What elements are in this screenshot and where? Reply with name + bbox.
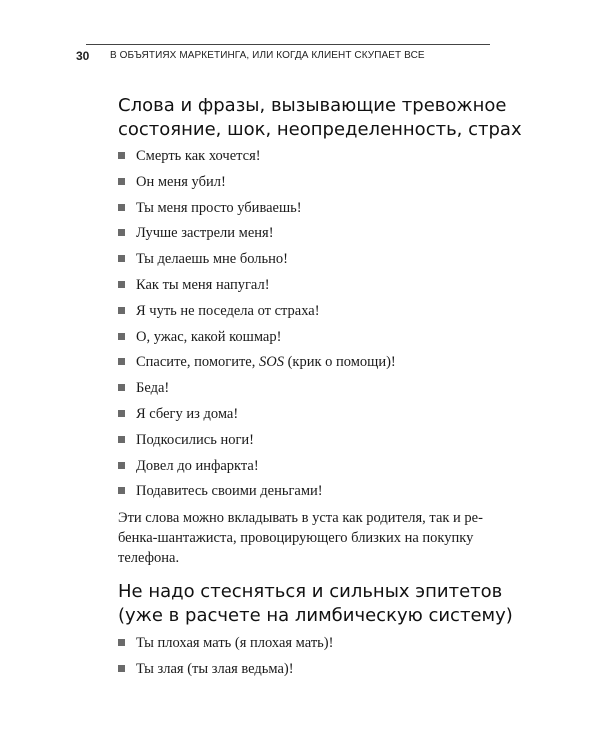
square-bullet-icon: [118, 358, 125, 365]
square-bullet-icon: [118, 639, 125, 646]
list-item-text: Как ты меня напугал!: [136, 276, 270, 293]
list-item-text: Он меня убил!: [136, 173, 226, 190]
paragraph-line: Эти слова можно вкладывать в уста как родителя, так и ре-: [118, 510, 483, 526]
list-item: [118, 276, 396, 302]
square-bullet-icon: [118, 462, 125, 469]
square-bullet-icon: [118, 487, 125, 494]
list-item-text: О, ужас, какой кошмар!: [136, 328, 282, 345]
list-item: [118, 379, 396, 405]
heading-line: (уже в расчете на лимбическую систему): [118, 605, 513, 626]
square-bullet-icon: [118, 384, 125, 391]
list-item: [118, 224, 396, 250]
square-bullet-icon: [118, 229, 125, 236]
square-bullet-icon: [118, 281, 125, 288]
list-item: [118, 250, 396, 276]
heading-line: Не надо стесняться и сильных эпитетов: [118, 581, 503, 602]
list-item-text: Ты плохая мать (я плохая мать)!: [136, 635, 334, 651]
fear-phrases-list: [118, 147, 396, 508]
list-item: [118, 482, 396, 508]
square-bullet-icon: [118, 178, 125, 185]
body-paragraph: [118, 508, 498, 568]
list-item: [118, 302, 396, 328]
list-item: [118, 353, 396, 379]
sos-italic-text: SOS: [258, 354, 284, 371]
list-item: [118, 660, 333, 686]
page-header: [76, 44, 490, 67]
page-number: 30: [76, 49, 90, 63]
square-bullet-icon: [118, 152, 125, 159]
list-item: [118, 199, 396, 225]
list-item: [118, 147, 396, 173]
list-item-text: Ты меня просто убиваешь!: [136, 199, 302, 216]
square-bullet-icon: [118, 436, 125, 443]
square-bullet-icon: [118, 665, 125, 672]
list-item: [118, 431, 396, 457]
list-item-text: Я чуть не поседела от страха!: [136, 302, 320, 319]
list-item: [118, 173, 396, 199]
heading-line: Слова и фразы, вызывающие тревожное: [118, 95, 507, 116]
list-item-text: Лучше застрели меня!: [136, 225, 274, 242]
running-title: В ОБЪЯТИЯХ МАРКЕТИНГА, ИЛИ КОГДА КЛИЕНТ СКУПАЕТ ВСЕ: [110, 50, 425, 61]
section-heading-epithets: [118, 580, 518, 628]
list-item-text: Смерть как хочется!: [136, 148, 261, 164]
square-bullet-icon: [118, 204, 125, 211]
list-item-text: Подкосились ноги!: [136, 431, 255, 448]
paragraph-line: бенка-шантажиста, провоцирующего близких на покупку: [118, 530, 474, 546]
square-bullet-icon: [118, 410, 125, 417]
list-item-text: Ты злая (ты злая ведьма)!: [136, 660, 294, 677]
square-bullet-icon: [118, 333, 125, 340]
list-item-text: Беда!: [136, 380, 170, 397]
list-item: [118, 634, 333, 660]
list-item: [118, 328, 396, 354]
list-item: [118, 457, 396, 483]
epithets-list: [118, 634, 333, 686]
square-bullet-icon: [118, 255, 125, 262]
square-bullet-icon: [118, 307, 125, 314]
list-item-text: Я сбегу из дома!: [136, 405, 239, 422]
list-item-text: (крик о помощи)!: [283, 354, 396, 371]
list-item-text: Подавитесь своими деньгами!: [136, 483, 323, 500]
list-item-text: Ты делаешь мне больно!: [136, 251, 288, 268]
section-heading-fear-words: [118, 94, 522, 142]
list-item-text: Довел до инфаркта!: [136, 457, 259, 474]
heading-line: состояние, шок, неопределенность, страх: [118, 119, 522, 140]
list-item: [118, 405, 396, 431]
paragraph-line: телефона.: [118, 550, 180, 566]
list-item-text: Спасите, помогите,: [136, 354, 259, 371]
